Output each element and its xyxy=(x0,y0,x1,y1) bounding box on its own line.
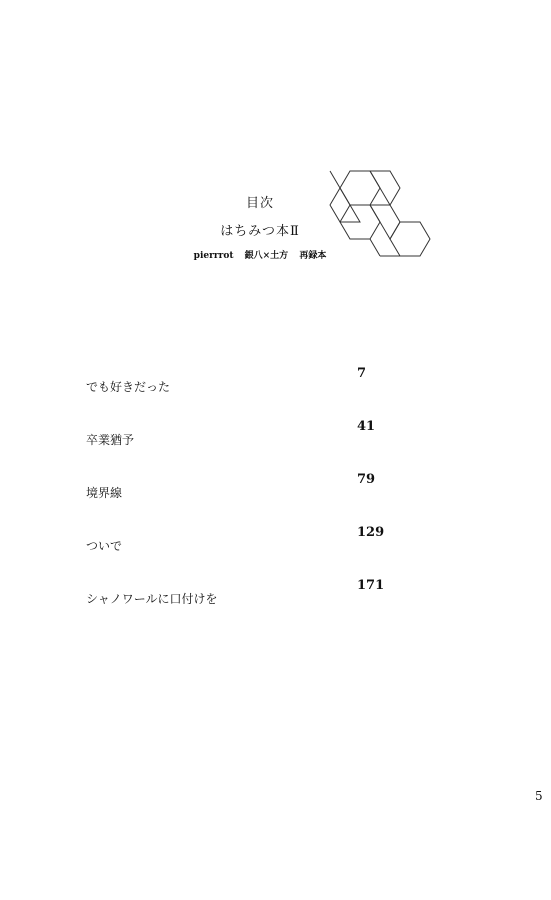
honeycomb-hexagon-icon xyxy=(328,168,434,262)
toc-entry-page: 7 xyxy=(357,366,367,381)
author-name: pierrrot xyxy=(193,251,234,261)
pairing-label: 銀八×土方 xyxy=(244,251,289,261)
reprint-label: 再録本 xyxy=(299,251,327,261)
toc-entry-title: 卒業猶予 xyxy=(86,433,135,447)
toc-entry-page: 171 xyxy=(357,578,385,593)
page-number: 5 xyxy=(535,789,543,803)
toc-entry-title: ついで xyxy=(86,539,123,553)
toc-entry-title: でも好きだった xyxy=(86,380,171,394)
toc-entry-page: 129 xyxy=(357,525,385,540)
toc-entry xyxy=(0,572,551,612)
toc-entry xyxy=(0,466,551,506)
toc-entry xyxy=(0,519,551,559)
toc-entry-title: シャノワールに口付けを xyxy=(86,592,218,606)
toc-entry-page: 41 xyxy=(357,419,376,434)
toc-heading: 目次 xyxy=(245,196,274,211)
toc-entry xyxy=(0,413,551,453)
toc-entry xyxy=(0,360,551,400)
book-title: はちみつ本Ⅱ xyxy=(220,224,300,239)
toc-entry-page: 79 xyxy=(357,472,376,487)
toc-entry-title: 境界線 xyxy=(86,486,123,500)
